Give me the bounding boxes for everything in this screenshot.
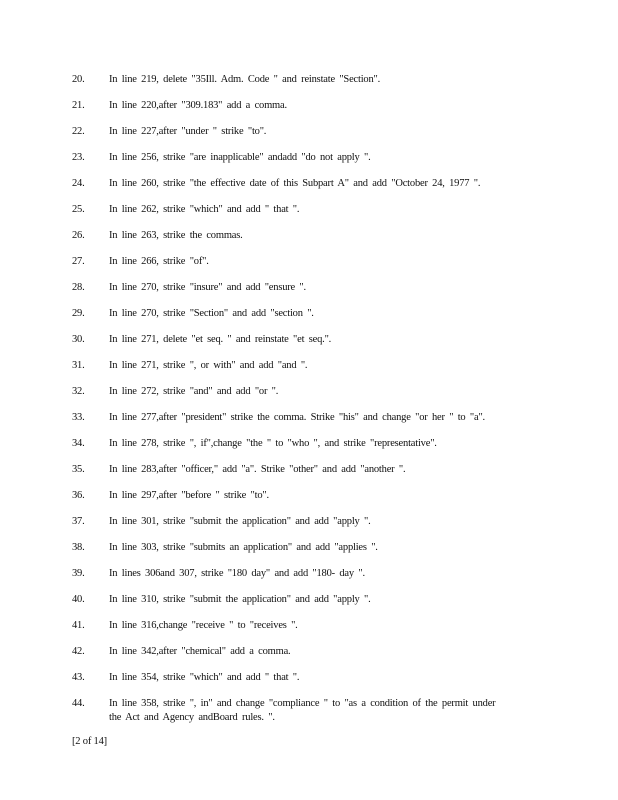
item-text: In lines 306and 307, strike "180 day" and add "180- day ". bbox=[109, 568, 365, 579]
item-number: 31. bbox=[72, 360, 85, 371]
item-text-line-1: In line 358, strike ", in" and change "compliance " to "as a condition of the permit under bbox=[109, 698, 496, 709]
item-text: In line 270, strike "insure" and add "ensure ". bbox=[109, 282, 306, 293]
item-text: In line 354, strike "which" and add " that ". bbox=[109, 672, 300, 683]
list-item bbox=[72, 281, 542, 295]
item-number: 28. bbox=[72, 282, 85, 293]
list-item bbox=[72, 229, 542, 243]
list-item bbox=[72, 411, 542, 425]
item-text: In line 262, strike "which" and add " that ". bbox=[109, 204, 300, 215]
list-item bbox=[72, 385, 542, 399]
item-text: In line 271, strike ", or with" and add "and ". bbox=[109, 360, 308, 371]
item-text-line-2: the Act and Agency andBoard rules. ". bbox=[109, 712, 275, 723]
item-number: 27. bbox=[72, 256, 85, 267]
item-number: 29. bbox=[72, 308, 85, 319]
item-number: 25. bbox=[72, 204, 85, 215]
list-item bbox=[72, 359, 542, 373]
list-item bbox=[72, 671, 542, 685]
item-text: In line 266, strike "of". bbox=[109, 256, 209, 267]
item-text: In line 283,after "officer," add "a". Strike "other" and add "another ". bbox=[109, 464, 406, 475]
item-number: 30. bbox=[72, 334, 85, 345]
list-item bbox=[72, 151, 542, 165]
item-text: In line 303, strike "submits an application" and add "applies ". bbox=[109, 542, 378, 553]
item-text: In line 260, strike "the effective date of this Subpart A" and add "October 24, 1977 ". bbox=[109, 178, 481, 189]
list-item bbox=[72, 255, 542, 269]
item-text: In line 316,change "receive " to "receives ". bbox=[109, 620, 298, 631]
item-text: In line 263, strike the commas. bbox=[109, 230, 243, 241]
item-text: In line 227,after "under " strike "to". bbox=[109, 126, 267, 137]
item-text: In line 310, strike "submit the application" and add "apply ". bbox=[109, 594, 371, 605]
item-number: 42. bbox=[72, 646, 85, 657]
list-item bbox=[72, 697, 542, 725]
list-item bbox=[72, 125, 542, 139]
item-number: 41. bbox=[72, 620, 85, 631]
list-item bbox=[72, 333, 542, 347]
item-number: 26. bbox=[72, 230, 85, 241]
item-number: 35. bbox=[72, 464, 85, 475]
list-item bbox=[72, 307, 542, 321]
item-number: 33. bbox=[72, 412, 85, 423]
item-text: In line 342,after "chemical" add a comma. bbox=[109, 646, 291, 657]
item-number: 38. bbox=[72, 542, 85, 553]
list-item bbox=[72, 463, 542, 477]
item-number: 20. bbox=[72, 74, 85, 85]
item-number: 43. bbox=[72, 672, 85, 683]
item-number: 22. bbox=[72, 126, 85, 137]
list-item bbox=[72, 567, 542, 581]
item-text: In line 256, strike "are inapplicable" andadd "do not apply ". bbox=[109, 152, 371, 163]
item-text bbox=[109, 697, 495, 725]
item-number: 39. bbox=[72, 568, 85, 579]
item-text: In line 219, delete "35Ill. Adm. Code " and reinstate "Section". bbox=[109, 74, 381, 85]
list-item bbox=[72, 99, 542, 113]
item-number: 37. bbox=[72, 516, 85, 527]
item-text: In line 297,after "before " strike "to". bbox=[109, 490, 269, 501]
item-text: In line 277,after "president" strike the comma. Strike "his" and change "or her " to "a". bbox=[109, 412, 485, 423]
item-number: 44. bbox=[72, 698, 85, 709]
list-item bbox=[72, 73, 542, 87]
item-number: 23. bbox=[72, 152, 85, 163]
list-item bbox=[72, 515, 542, 529]
item-number: 40. bbox=[72, 594, 85, 605]
item-text: In line 271, delete "et seq. " and reinstate "et seq.". bbox=[109, 334, 332, 345]
list-item bbox=[72, 619, 542, 633]
list-item bbox=[72, 645, 542, 659]
item-text: In line 220,after "309.183" add a comma. bbox=[109, 100, 287, 111]
item-text: In line 272, strike "and" and add "or ". bbox=[109, 386, 279, 397]
item-number: 36. bbox=[72, 490, 85, 501]
item-number: 32. bbox=[72, 386, 85, 397]
item-number: 21. bbox=[72, 100, 85, 111]
item-text: In line 301, strike "submit the application" and add "apply ". bbox=[109, 516, 371, 527]
list-item bbox=[72, 177, 542, 191]
list-item bbox=[72, 437, 542, 451]
item-number: 34. bbox=[72, 438, 85, 449]
list-item bbox=[72, 203, 542, 217]
list-item bbox=[72, 541, 542, 555]
item-text: In line 278, strike ", if",change "the " to "who ", and strike "representative". bbox=[109, 438, 437, 449]
list-item bbox=[72, 489, 542, 503]
page-indicator: [2 of 14] bbox=[72, 736, 107, 747]
item-text: In line 270, strike "Section" and add "section ". bbox=[109, 308, 314, 319]
item-number: 24. bbox=[72, 178, 85, 189]
list-item bbox=[72, 593, 542, 607]
